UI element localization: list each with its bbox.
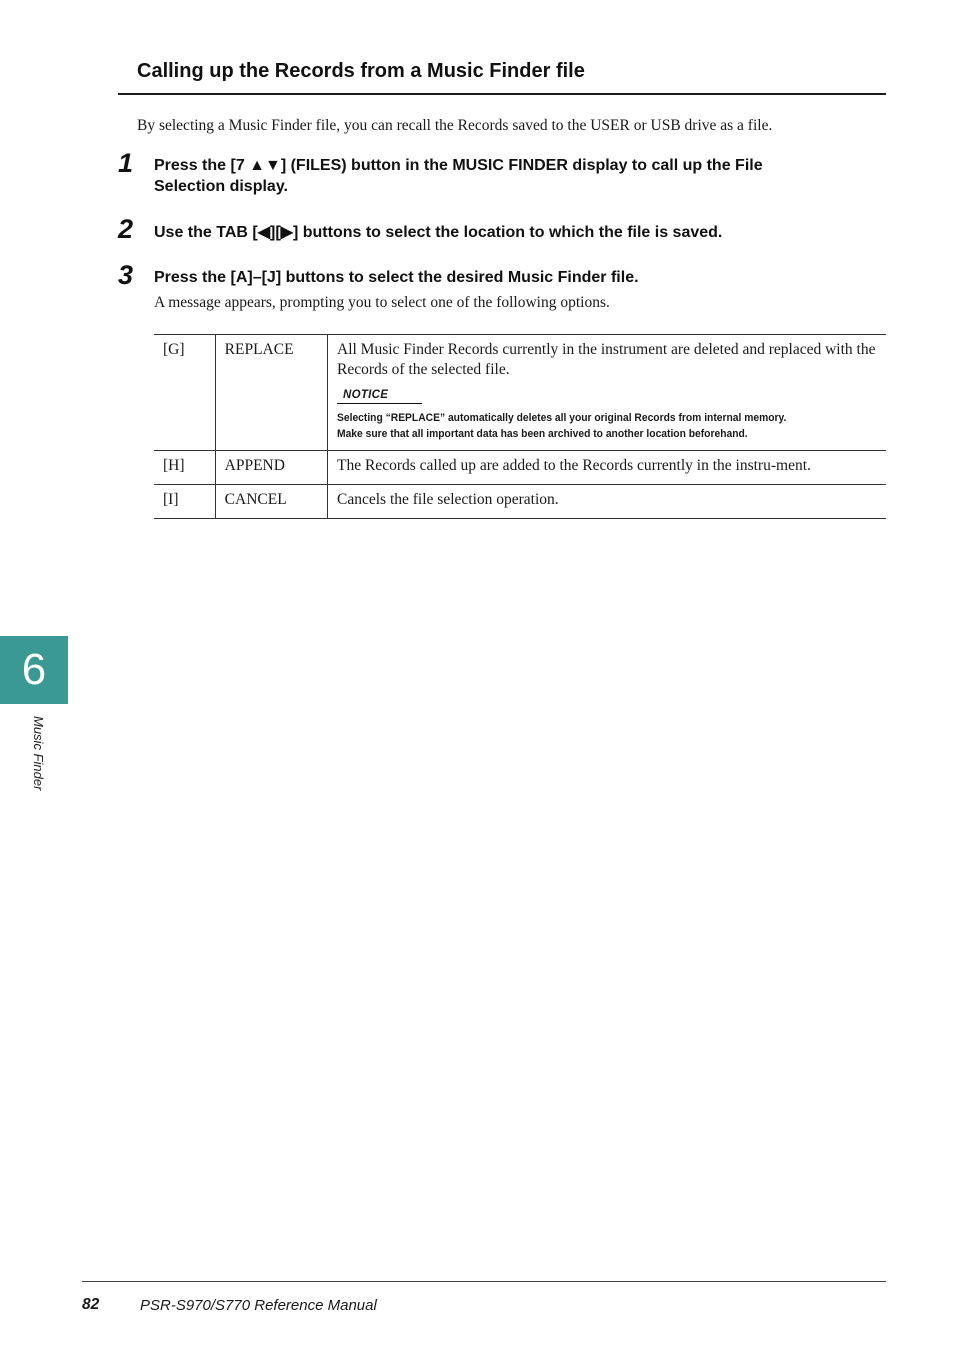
option-name-cell: APPEND bbox=[215, 451, 327, 485]
chapter-number: 6 bbox=[21, 645, 47, 694]
option-description-cell bbox=[328, 335, 887, 451]
step-text-3: Press the [A]–[J] buttons to select the desired Music Finder file. bbox=[154, 269, 639, 286]
option-button-cell: [G] bbox=[154, 335, 215, 451]
step-text-1-line2: Selection display. bbox=[154, 178, 288, 195]
step-number-3: 3 bbox=[118, 260, 134, 290]
chapter-label: Music Finder bbox=[31, 716, 46, 791]
option-description-cell: The Records called up are added to the Records currently in the instru-ment. bbox=[328, 451, 887, 485]
notice-label: NOTICE bbox=[337, 388, 422, 404]
table-row bbox=[154, 451, 886, 485]
option-description: All Music Finder Records currently in the instrument are deleted and replaced with the Records of the selected file. bbox=[337, 341, 876, 378]
title-rule bbox=[118, 93, 886, 95]
notice-text bbox=[337, 410, 834, 442]
section-title: Calling up the Records from a Music Finder file bbox=[137, 60, 585, 82]
option-name-cell: CANCEL bbox=[215, 485, 327, 519]
options-table bbox=[154, 334, 886, 519]
page-number: 82 bbox=[82, 1296, 100, 1313]
option-button-cell: [H] bbox=[154, 451, 215, 485]
notice-text-line1: Selecting “REPLACE” automatically deletes all your original Records from internal memory. bbox=[337, 412, 787, 424]
option-description-cell: Cancels the file selection operation. bbox=[328, 485, 887, 519]
option-button-cell: [I] bbox=[154, 485, 215, 519]
step-number-1: 1 bbox=[118, 148, 134, 178]
intro-paragraph: By selecting a Music Finder file, you can recall the Records saved to the USER or USB drive as a file. bbox=[137, 117, 773, 134]
table-row bbox=[154, 335, 886, 451]
step-text-1-line1: Press the [7 ▲▼] (FILES) button in the MUSIC FINDER display to call up the File bbox=[154, 157, 763, 174]
table-row bbox=[154, 485, 886, 519]
option-name-cell: REPLACE bbox=[215, 335, 327, 451]
step-3-note: A message appears, prompting you to select one of the following options. bbox=[154, 294, 610, 311]
step-text-2: Use the TAB [◀][▶] buttons to select the location to which the file is saved. bbox=[154, 224, 723, 241]
step-number-2: 2 bbox=[118, 214, 134, 244]
manual-title: PSR-S970/S770 Reference Manual bbox=[140, 1297, 377, 1314]
footer-rule bbox=[82, 1281, 886, 1282]
step-text-1 bbox=[154, 155, 854, 197]
chapter-tab bbox=[0, 636, 68, 704]
notice-text-line2: Make sure that all important data has been archived to another location beforehand. bbox=[337, 428, 748, 440]
